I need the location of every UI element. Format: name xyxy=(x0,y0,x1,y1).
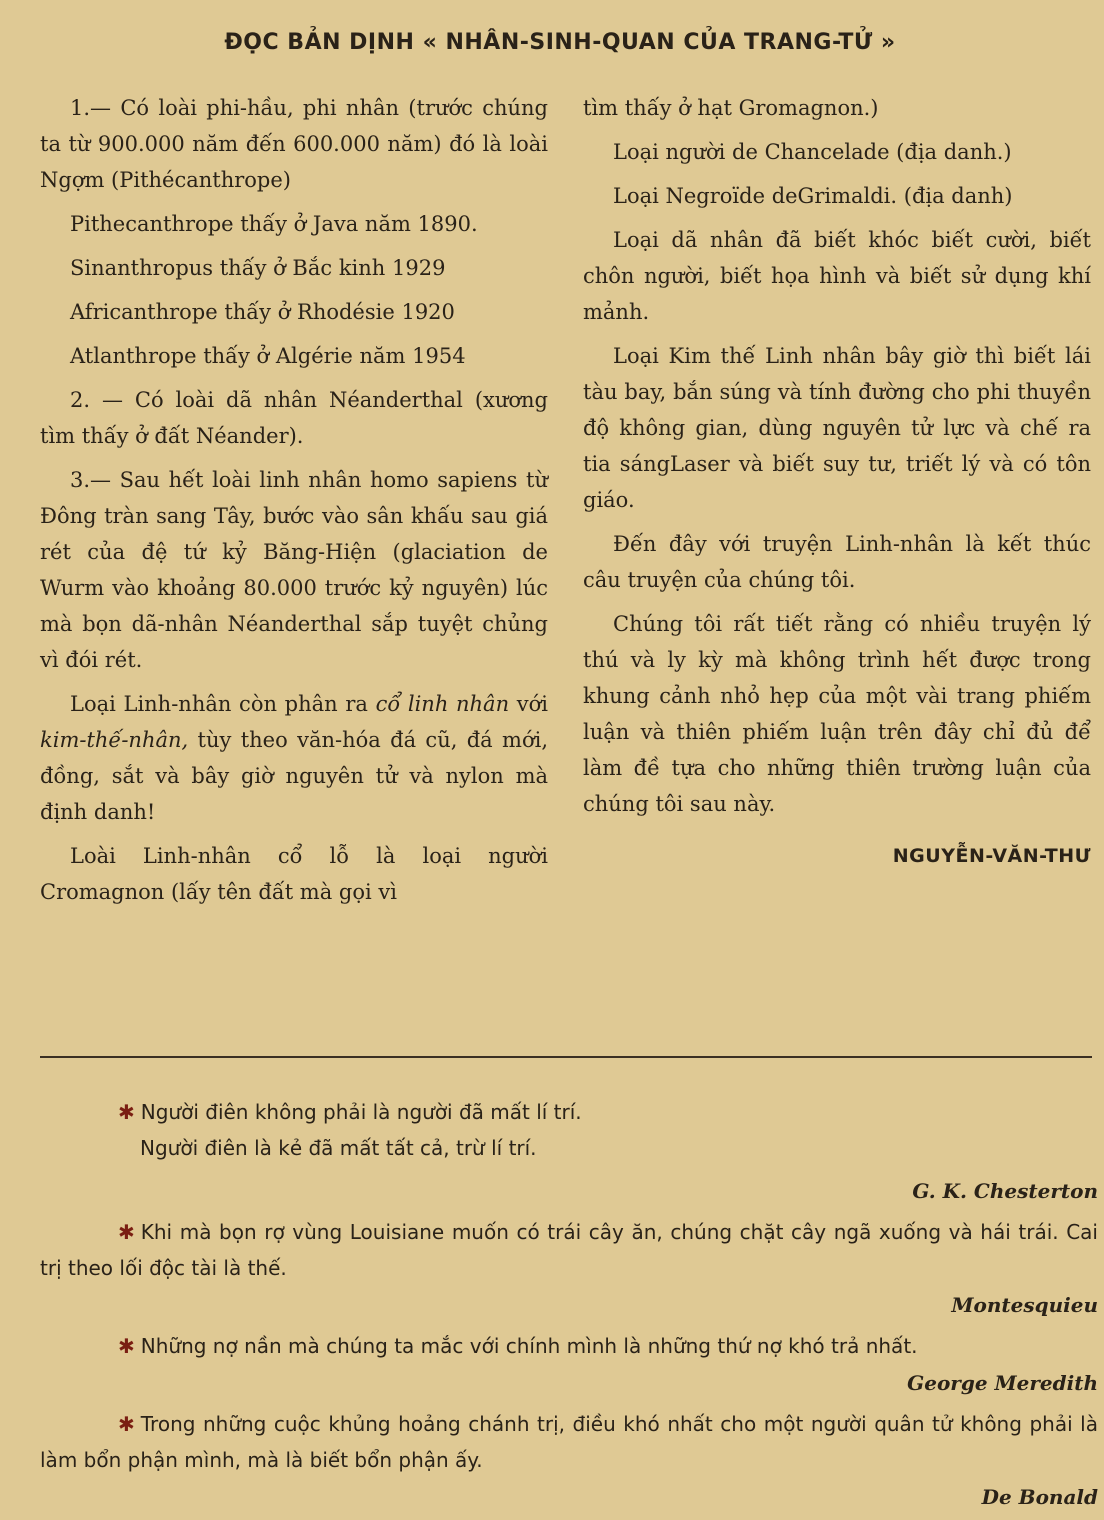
paragraph: Sinanthropus thấy ở Bắc kinh 1929 xyxy=(70,256,446,280)
paragraph xyxy=(40,686,548,830)
quote xyxy=(40,1328,1098,1400)
quotes-section xyxy=(40,1094,1098,1520)
paragraph: Đến đây với truyện Linh-nhân là kết thúc câu truyện của chúng tôi. xyxy=(583,532,1091,592)
quote-text: Người điên không phải là người đã mất lí trí. xyxy=(140,1100,582,1124)
paragraph: Loại dã nhân đã biết khóc biết cười, biết chôn người, biết họa hình và biết sử dụng khí mảnh. xyxy=(583,228,1091,324)
text-run: Loại Linh-nhân còn phân ra xyxy=(70,692,376,716)
quote-text xyxy=(40,1406,1098,1478)
text-run: với xyxy=(509,692,548,716)
paragraph: Atlanthrope thấy ở Algérie năm 1954 xyxy=(70,344,466,368)
paragraph: Chúng tôi rất tiết rằng có nhiều truyện lý thú và ly kỳ mà không trình hết được trong khung cảnh nhỏ hẹp của một vài trang phiếm luận và thiên phiếm luận trên đây chỉ đủ để làm đề tựa cho những thiên trường luận của chúng tôi sau này. xyxy=(583,612,1091,816)
quote-text xyxy=(40,1328,1098,1364)
quote-author: G. K. Chesterton xyxy=(912,1179,1098,1203)
paragraph: Pithecanthrope thấy ở Java năm 1890. xyxy=(70,212,478,236)
quote-author: Montesquieu xyxy=(951,1293,1098,1317)
star-icon: ✱ xyxy=(118,1100,135,1124)
paragraph: 1.— Có loài phi-hầu, phi nhân (trước chúng ta từ 900.000 năm đến 600.000 năm) đó là loài Ngợm (Pithécanthrope) xyxy=(40,96,548,192)
paragraph: Loại người de Chancelade (địa danh.) xyxy=(613,140,1012,164)
right-column xyxy=(583,90,1091,874)
quote-body: Những nợ nần mà chúng ta mắc với chính mình là những thứ nợ khó trả nhất. xyxy=(140,1334,918,1358)
paragraph: tìm thấy ở hạt Gromagnon.) xyxy=(583,96,879,120)
star-icon: ✱ xyxy=(118,1220,135,1244)
quote-body: Trong những cuộc khủng hoảng chánh trị, điều khó nhất cho một người quân tử không phải là làm bổn phận mình, mà là biết bổn phận ấy. xyxy=(40,1412,1098,1472)
star-icon: ✱ xyxy=(118,1412,135,1436)
italic-term: kim-thế-nhân, xyxy=(40,728,189,752)
quote-author: De Bonald xyxy=(981,1485,1098,1509)
paragraph: Loại Kim thế Linh nhân bây giờ thì biết lái tàu bay, bắn súng và tính đường cho phi thuyền độ không gian, dùng nguyên tử lực và chế ra tia sángLaser và biết suy tư, triết lý và có tôn giáo. xyxy=(583,344,1091,512)
paragraph: 2. — Có loài dã nhân Néanderthal (xương tìm thấy ở đất Néander). xyxy=(40,388,548,448)
quote xyxy=(40,1214,1098,1322)
text-run: tùy theo văn-hóa đá cũ, đá mới, đồng, sắt và bây giờ nguyên tử và nylon mà định danh! xyxy=(40,728,548,824)
author-signature: NGUYỄN-VĂN-THƯ xyxy=(892,845,1091,867)
left-column xyxy=(40,90,548,918)
quote-body: Khi mà bọn rợ vùng Louisiane muốn có trái cây ăn, chúng chặt cây ngã xuống và hái trái. Cai trị theo lối độc tài là thế. xyxy=(40,1220,1098,1280)
section-divider xyxy=(40,1056,1092,1058)
quote xyxy=(40,1094,1098,1208)
quote-line: Người điên là kẻ đã mất tất cả, trừ lí trí. xyxy=(140,1136,537,1160)
quote xyxy=(40,1406,1098,1514)
quote-text xyxy=(40,1214,1098,1286)
paragraph: Africanthrope thấy ở Rhodésie 1920 xyxy=(70,300,455,324)
paragraph: Loài Linh-nhân cổ lỗ là loại người Cromagnon (lấy tên đất mà gọi vì xyxy=(40,844,548,904)
italic-term: cổ linh nhân xyxy=(375,692,510,716)
paragraph: Loại Negroïde deGrimaldi. (địa danh) xyxy=(613,184,1013,208)
star-icon: ✱ xyxy=(118,1334,135,1358)
quote-line xyxy=(40,1094,1098,1130)
paragraph: 3.— Sau hết loài linh nhân homo sapiens từ Đông tràn sang Tây, bước vào sân khấu sau giá rét của đệ tứ kỷ Băng-Hiện (glaciation de Wurm vào khoảng 80.000 trước kỷ nguyên) lúc mà bọn dã-nhân Néanderthal sắp tuyệt chủng vì đói rét. xyxy=(40,468,548,672)
quote-author: George Meredith xyxy=(907,1371,1098,1395)
page-header: ĐỌC BẢN DỊNH « NHÂN-SINH-QUAN CỦA TRANG-TỬ » xyxy=(224,30,896,55)
